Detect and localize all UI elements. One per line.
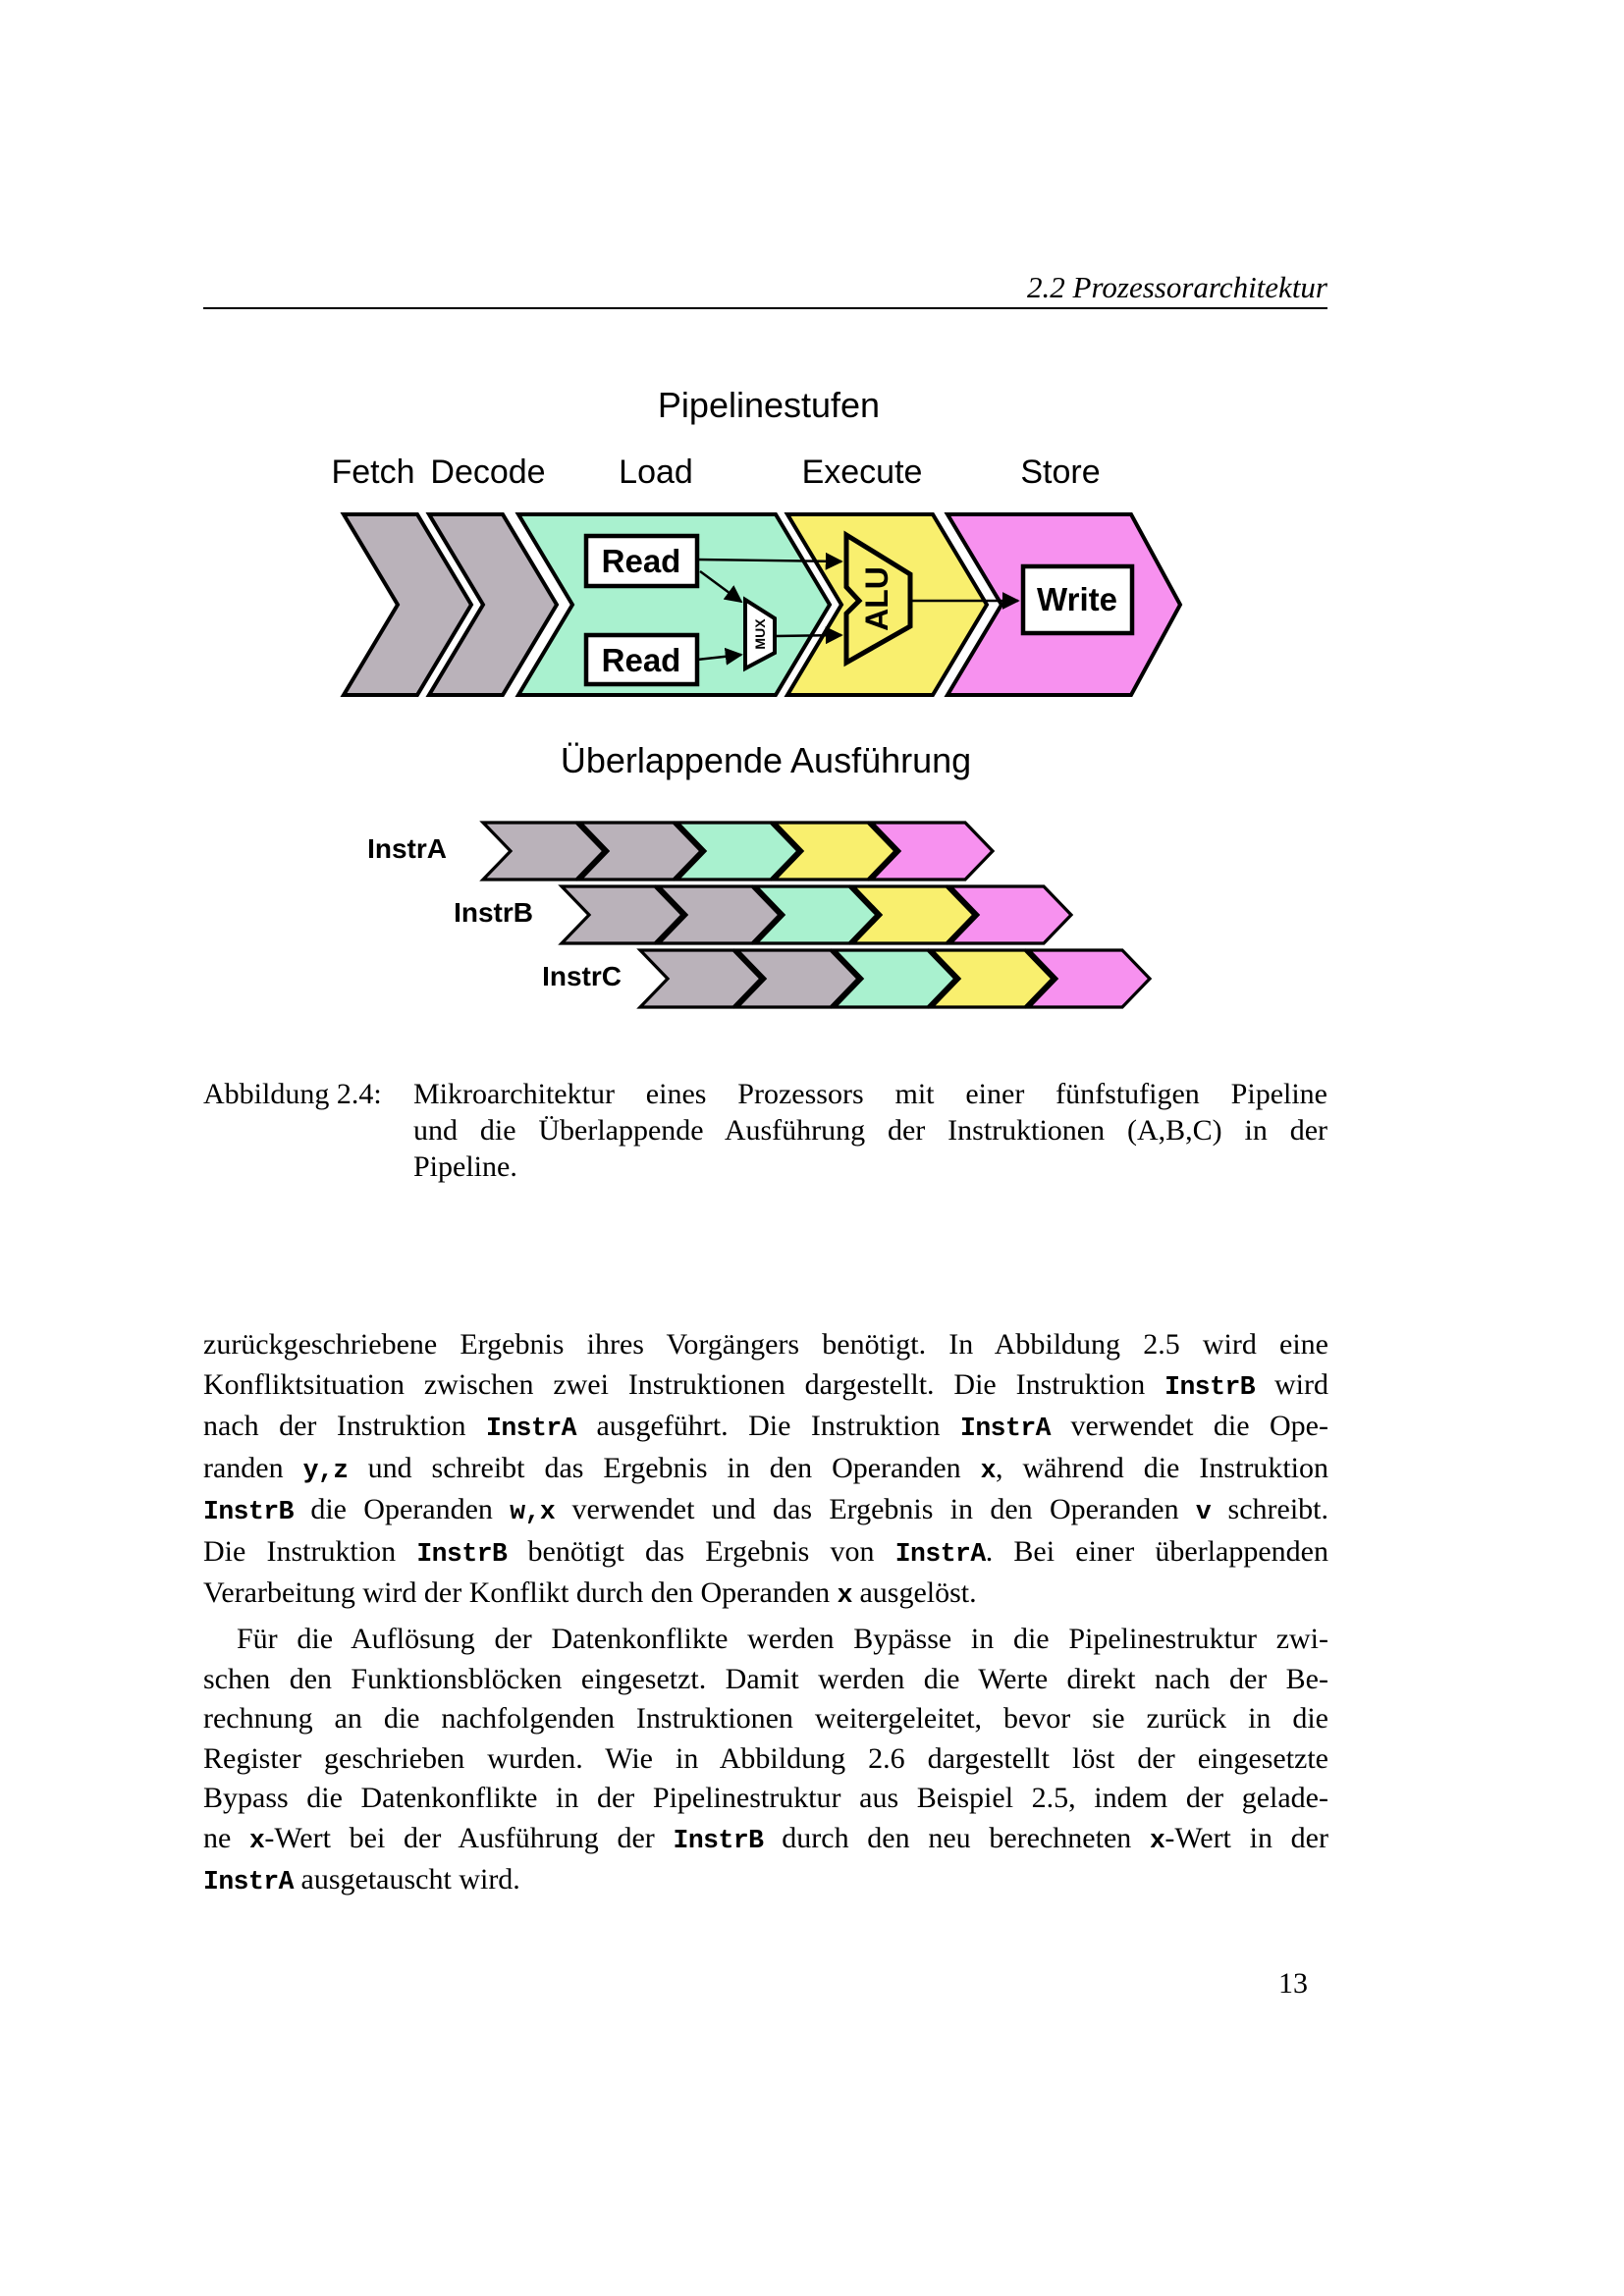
text-segment: schen den Funktionsblöcken eingesetzt. Damit werden die Werte direkt nach der Be- xyxy=(203,1662,1328,1695)
inline-code: InstrB xyxy=(1164,1371,1256,1402)
read1-label: Read xyxy=(601,543,681,579)
inline-code: InstrA xyxy=(203,1867,295,1896)
text-line xyxy=(413,1076,1327,1112)
inline-code: x xyxy=(249,1825,265,1855)
text-line xyxy=(203,1819,1328,1861)
text-segment: benötigt das Ergebnis von xyxy=(507,1534,895,1568)
text-segment: Bypass die Datenkonflikte in der Pipelinestruktur aus Beispiel 2.5, indem der gelade- xyxy=(203,1782,1328,1814)
stage-label-fetch: Fetch xyxy=(331,454,415,491)
text-segment: verwendet die Ope- xyxy=(1051,1410,1328,1442)
text-line xyxy=(203,1860,1328,1902)
text-segment: Die Instruktion xyxy=(203,1534,417,1568)
inline-code: w,x xyxy=(510,1497,556,1526)
text-segment: ausgeführt. Die Instruktion xyxy=(576,1410,960,1442)
pipeline-diagram xyxy=(339,510,1187,699)
text-segment: ausgetauscht wird. xyxy=(294,1863,520,1896)
row-label-instra: InstrA xyxy=(367,833,447,864)
text-segment: und die Überlappende Ausführung der Instruktionen (A,B,C) in der xyxy=(413,1114,1327,1147)
inline-code: InstrB xyxy=(416,1538,508,1569)
inline-code: InstrB xyxy=(203,1497,295,1526)
text-line xyxy=(203,1532,1328,1575)
overlap-execution-diagram xyxy=(471,813,1159,1013)
text-segment: rechnung an die nachfolgenden Instruktionen weitergeleitet, bevor sie zurück in die xyxy=(203,1702,1328,1735)
text-segment: wird xyxy=(1255,1367,1328,1401)
alu-label: ALU xyxy=(859,566,894,631)
text-segment: durch den neu berechneten xyxy=(763,1821,1150,1854)
text-line xyxy=(203,1490,1328,1532)
text-line xyxy=(203,1365,1328,1408)
text-segment: ne xyxy=(203,1821,250,1854)
paragraph-1 xyxy=(203,1325,1328,1616)
text-segment: Konfliktsituation zwischen zwei Instruktionen dargestellt. Die Instruktion xyxy=(203,1367,1165,1401)
read2-label: Read xyxy=(601,642,681,678)
arrow-mux-to-alu xyxy=(775,635,841,636)
text-segment: Pipeline. xyxy=(413,1150,517,1183)
text-line xyxy=(203,1449,1328,1491)
text-segment: -Wert in der xyxy=(1164,1821,1328,1854)
text-segment: Verarbeitung wird der Konflikt durch den Operanden xyxy=(203,1576,838,1609)
stage-label-load: Load xyxy=(619,454,693,491)
inline-code: InstrA xyxy=(960,1414,1052,1443)
header-rule xyxy=(203,307,1327,309)
text-line xyxy=(203,1407,1328,1449)
text-line xyxy=(203,1739,1328,1780)
inline-code: v xyxy=(1195,1497,1212,1526)
figure-title-overlap: Überlappende Ausführung xyxy=(560,740,972,780)
text-line xyxy=(413,1112,1327,1148)
text-segment: die Operanden xyxy=(294,1493,511,1525)
inline-code: InstrB xyxy=(673,1825,764,1855)
text-segment: schreibt. xyxy=(1211,1493,1328,1525)
figure-title-pipelinestufen: Pipelinestufen xyxy=(657,385,881,425)
text-segment: randen xyxy=(203,1451,303,1484)
text-segment: zurückgeschriebene Ergebnis ihres Vorgängers benötigt. In Abbildung 2.5 wird eine xyxy=(203,1328,1328,1361)
page-number: 13 xyxy=(1278,1967,1308,2000)
text-segment: Register geschrieben wurden. Wie in Abbildung 2.6 dargestellt löst der eingesetzte xyxy=(203,1741,1328,1775)
inline-code: x xyxy=(837,1580,852,1610)
overlap-chevron-InstrC-gray xyxy=(640,950,761,1007)
caption-text xyxy=(413,1076,1327,1185)
stage-label-decode: Decode xyxy=(430,454,546,491)
text-line xyxy=(203,1325,1328,1365)
overlap-chevron-InstrA-gray xyxy=(483,823,604,880)
inline-code: y,z xyxy=(302,1455,349,1485)
mux-label: MUX xyxy=(752,618,768,650)
text-segment: nach der Instruktion xyxy=(203,1410,486,1442)
text-line xyxy=(203,1660,1328,1700)
inline-code: InstrA xyxy=(894,1538,986,1569)
stage-label-store: Store xyxy=(1020,454,1101,491)
inline-code: x xyxy=(1150,1825,1165,1855)
text-line xyxy=(203,1574,1328,1616)
row-label-instrb: InstrB xyxy=(454,897,533,928)
write-label: Write xyxy=(1037,581,1117,617)
caption-label: Abbildung 2.4: xyxy=(203,1078,382,1110)
stage-label-execute: Execute xyxy=(801,454,923,491)
text-segment: . Bei einer überlappenden xyxy=(985,1534,1328,1568)
inline-code: x xyxy=(980,1455,996,1485)
row-label-instrc: InstrC xyxy=(542,961,622,991)
paragraph-2 xyxy=(203,1620,1328,1902)
text-segment: Mikroarchitektur eines Prozessors mit einer fünfstufigen Pipeline xyxy=(413,1078,1327,1110)
text-line xyxy=(203,1620,1328,1660)
overlap-chevron-InstrB-gray xyxy=(562,886,682,943)
text-line xyxy=(203,1699,1328,1739)
text-segment: , während die Instruktion xyxy=(996,1451,1328,1484)
inline-code: InstrA xyxy=(486,1414,577,1443)
text-line xyxy=(203,1779,1328,1819)
text-segment: ausgelöst. xyxy=(851,1576,977,1609)
text-line xyxy=(413,1148,1327,1185)
text-segment: verwendet und das Ergebnis in den Operanden xyxy=(555,1493,1196,1525)
text-segment: Für die Auflösung der Datenkonflikte werden Bypässe in die Pipelinestruktur zwi- xyxy=(237,1623,1328,1655)
text-segment: und schreibt das Ergebnis in den Operanden xyxy=(348,1451,981,1484)
running-head-section: 2.2 Prozessorarchitektur xyxy=(1027,270,1327,304)
text-segment: -Wert bei der Ausführung der xyxy=(264,1821,674,1854)
